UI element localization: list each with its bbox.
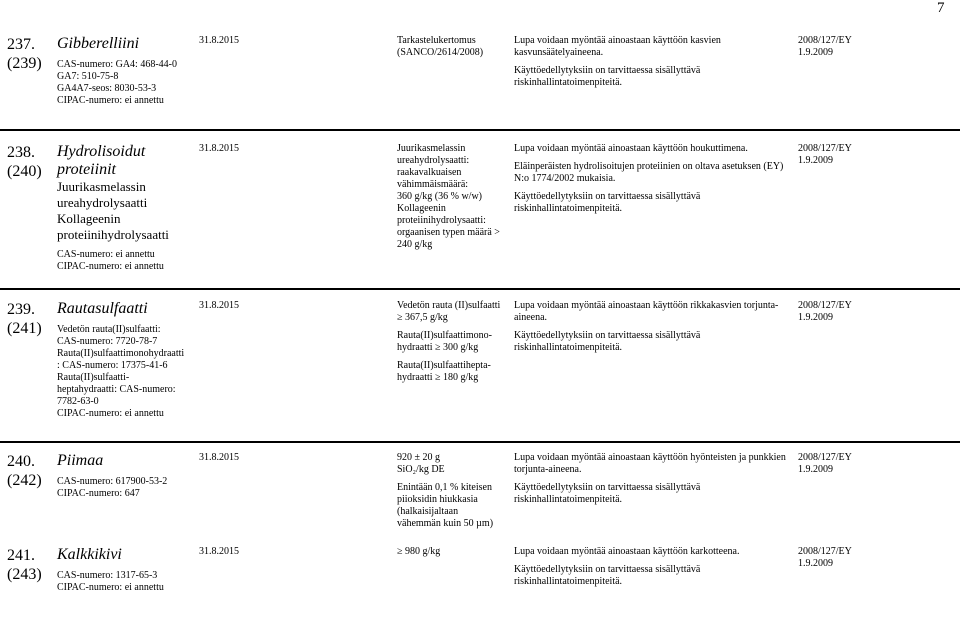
- purity-line: 920 ± 20 g: [397, 452, 440, 463]
- purity-cell: [397, 143, 509, 251]
- entry-ref: (239): [7, 55, 42, 72]
- identifier-line: CIPAC-numero: ei annettu: [57, 95, 164, 106]
- purity-line: hydraatti ≥ 180 g/kg: [397, 372, 479, 383]
- purity-cell: [397, 546, 509, 558]
- substance-title: Piimaa: [57, 452, 104, 469]
- directive-date: 1.9.2009: [798, 464, 833, 475]
- entry-number-cell: [7, 452, 49, 490]
- entry-number: 239.: [7, 301, 35, 318]
- approval-date: 31.8.2015: [199, 143, 239, 154]
- purity-line: orgaanisen typen määrä >: [397, 227, 500, 238]
- approval-date: 31.8.2015: [199, 300, 239, 311]
- condition-paragraph: Käyttöedellytyksiin on tarvittaessa sisällyttävä riskinhallintatoimenpiteitä.: [514, 330, 701, 353]
- purity-line: ureahydrolysaatti:: [397, 155, 470, 166]
- entry-number-cell: [7, 300, 49, 338]
- conditions-cell: [514, 546, 788, 588]
- identifier-line: CIPAC-numero: ei annettu: [57, 582, 164, 593]
- purity-line: Kollageenin: [397, 203, 446, 214]
- identifier-line: 7782-63-0: [57, 396, 99, 407]
- directive-cell: [798, 546, 868, 570]
- substance-title: Hydrolisoidut proteiinit: [57, 143, 146, 178]
- identifier-line: Rauta(II)sulfaattimonohydraatti: [57, 348, 185, 359]
- entry-number: 237.: [7, 36, 35, 53]
- identifier-line: CIPAC-numero: ei annettu: [57, 261, 164, 272]
- directive-number: 2008/127/EY: [798, 452, 852, 463]
- purity-line: proteiinihydrolysaatti:: [397, 215, 486, 226]
- purity-cell: [397, 452, 509, 530]
- condition-paragraph: Lupa voidaan myöntää ainoastaan käyttöön rikkakasvien torjunta-aineena.: [514, 300, 779, 323]
- entry-ref: (240): [7, 163, 42, 180]
- date-cell: [199, 546, 259, 558]
- conditions-cell: [514, 143, 788, 215]
- directive-number: 2008/127/EY: [798, 35, 852, 46]
- directive-date: 1.9.2009: [798, 558, 833, 569]
- purity-line: vähemmän kuin 50 µm): [397, 518, 494, 529]
- identifier-line: heptahydraatti: CAS-numero:: [57, 384, 176, 395]
- entry-number-cell: [7, 546, 49, 584]
- entry-number-cell: [7, 143, 49, 181]
- page-number: 7: [937, 0, 945, 16]
- substance-title: Rautasulfaatti: [57, 300, 148, 317]
- directive-number: 2008/127/EY: [798, 300, 852, 311]
- purity-line: Rauta(II)sulfaattimono-: [397, 330, 492, 341]
- substance-title: Gibberelliini: [57, 35, 140, 52]
- purity-line: vähimmäismäärä:: [397, 179, 469, 190]
- conditions-cell: [514, 452, 788, 506]
- substance-name-cell: [57, 452, 193, 500]
- entry-number: 238.: [7, 144, 35, 161]
- substance-subtitle-line: Juurikasmelassin: [57, 179, 146, 194]
- substance-name-cell: [57, 35, 193, 107]
- substance-name-cell: [57, 300, 193, 420]
- purity-line: Vedetön rauta (II)sulfaatti: [397, 300, 501, 311]
- identifier-line: CAS-numero: 7720-78-7: [57, 336, 158, 347]
- approval-date: 31.8.2015: [199, 452, 239, 463]
- purity-line: Juurikasmelassin: [397, 143, 466, 154]
- condition-paragraph: Lupa voidaan myöntää ainoastaan käyttöön karkotteena.: [514, 546, 740, 557]
- identifier-line: GA7: 510-75-8: [57, 71, 119, 82]
- identifier-line: CAS-numero: GA4: 468-44-0: [57, 59, 177, 70]
- identifier-line: Rauta(II)sulfaatti-: [57, 372, 130, 383]
- purity-line: Tarkastelukertomus: [397, 35, 476, 46]
- row-divider: [0, 441, 960, 443]
- substance-subtitle-line: proteiinihydrolysaatti: [57, 227, 169, 242]
- purity-line: 360 g/kg (36 % w/w): [397, 191, 482, 202]
- directive-number: 2008/127/EY: [798, 143, 852, 154]
- condition-paragraph: Käyttöedellytyksiin on tarvittaessa sisällyttävä riskinhallintatoimenpiteitä.: [514, 564, 701, 587]
- purity-line: ≥ 367,5 g/kg: [397, 312, 448, 323]
- purity-line: piioksidin hiukkasia: [397, 494, 478, 505]
- condition-paragraph: Eläinperäisten hydrolisoitujen proteiinien on oltava asetuksen (EY) N:o 1774/2002 mukaisia.: [514, 161, 784, 184]
- approval-date: 31.8.2015: [199, 35, 239, 46]
- identifier-line: Vedetön rauta(II)sulfaatti:: [57, 324, 161, 335]
- identifier-line: : CAS-numero: 17375-41-6: [57, 360, 168, 371]
- substance-subtitle-line: Kollageenin: [57, 211, 121, 226]
- condition-paragraph: Lupa voidaan myöntää ainoastaan käyttöön houkuttimena.: [514, 143, 748, 154]
- identifier-line: CAS-numero: 1317-65-3: [57, 570, 158, 581]
- purity-line: (SANCO/2614/2008): [397, 47, 484, 58]
- identifier-line: CAS-numero: ei annettu: [57, 249, 155, 260]
- entry-ref: (241): [7, 320, 42, 337]
- substance-title: Kalkkikivi: [57, 546, 122, 563]
- purity-cell: [397, 35, 509, 59]
- row-divider: [0, 288, 960, 290]
- directive-cell: [798, 35, 868, 59]
- directive-number: 2008/127/EY: [798, 546, 852, 557]
- purity-line: (halkaisijaltaan: [397, 506, 459, 517]
- purity-line: 240 g/kg: [397, 239, 433, 250]
- directive-cell: [798, 300, 868, 324]
- row-divider: [0, 129, 960, 131]
- identifier-line: CIPAC-numero: 647: [57, 488, 140, 499]
- purity-line: raakavalkuaisen: [397, 167, 462, 178]
- substance-name-cell: [57, 546, 193, 594]
- directive-date: 1.9.2009: [798, 47, 833, 58]
- condition-paragraph: Lupa voidaan myöntää ainoastaan käyttöön kasvien kasvunsäätelyaineena.: [514, 35, 721, 58]
- entry-number: 240.: [7, 453, 35, 470]
- substance-subtitle-line: ureahydrolysaatti: [57, 195, 148, 210]
- conditions-cell: [514, 35, 788, 89]
- substance-name-cell: [57, 143, 193, 273]
- identifier-line: GA4A7-seos: 8030-53-3: [57, 83, 157, 94]
- purity-cell: [397, 300, 509, 384]
- purity-line: SiO₂/kg DE: [397, 464, 445, 475]
- entry-ref: (243): [7, 566, 42, 583]
- date-cell: [199, 452, 259, 464]
- condition-paragraph: Käyttöedellytyksiin on tarvittaessa sisällyttävä riskinhallintatoimenpiteitä.: [514, 191, 701, 214]
- approval-date: 31.8.2015: [199, 546, 239, 557]
- date-cell: [199, 300, 259, 312]
- directive-cell: [798, 452, 868, 476]
- directive-date: 1.9.2009: [798, 312, 833, 323]
- purity-line: Enintään 0,1 % kiteisen: [397, 482, 492, 493]
- condition-paragraph: Käyttöedellytyksiin on tarvittaessa sisällyttävä riskinhallintatoimenpiteitä.: [514, 65, 701, 88]
- directive-cell: [798, 143, 868, 167]
- purity-line: Rauta(II)sulfaattihepta-: [397, 360, 491, 371]
- entry-ref: (242): [7, 472, 42, 489]
- purity-line: ≥ 980 g/kg: [397, 546, 441, 557]
- conditions-cell: [514, 300, 788, 354]
- date-cell: [199, 35, 259, 47]
- purity-line: hydraatti ≥ 300 g/kg: [397, 342, 479, 353]
- identifier-line: CAS-numero: 617900-53-2: [57, 476, 168, 487]
- date-cell: [199, 143, 259, 155]
- identifier-line: CIPAC-numero: ei annettu: [57, 408, 164, 419]
- entry-number: 241.: [7, 547, 35, 564]
- condition-paragraph: Lupa voidaan myöntää ainoastaan käyttöön hyönteisten ja punkkien torjunta-aineena.: [514, 452, 786, 475]
- directive-date: 1.9.2009: [798, 155, 833, 166]
- entry-number-cell: [7, 35, 49, 73]
- condition-paragraph: Käyttöedellytyksiin on tarvittaessa sisällyttävä riskinhallintatoimenpiteitä.: [514, 482, 701, 505]
